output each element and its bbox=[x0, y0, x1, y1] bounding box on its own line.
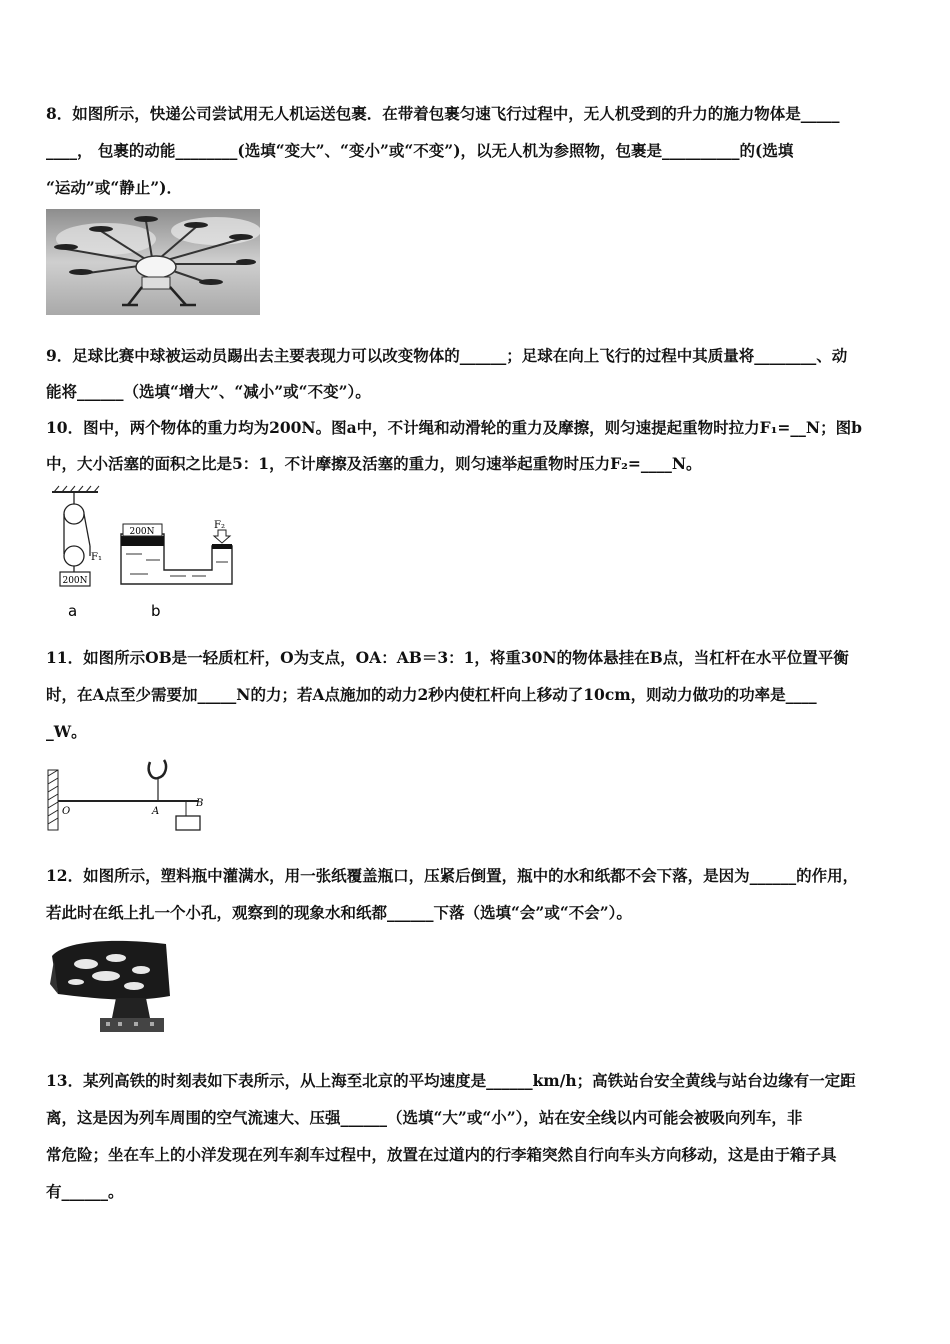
figure-label-a: a bbox=[68, 602, 78, 620]
q8-line-2: ____， 包裹的动能________(选填“变大”、“变小”或“不变”)，以无人机为参照物，包裹是__________的(选填 bbox=[46, 141, 794, 160]
q8-line-3: “运动”或“静止”)． bbox=[46, 178, 182, 197]
point-b-label: B bbox=[196, 798, 204, 809]
point-a-label: A bbox=[152, 806, 160, 817]
q11-line-3: _W。 bbox=[46, 722, 87, 741]
q11-line-2: 时，在A点至少需要加_____N的力；若A点施加的动力2秒内使杠杆向上移动了10cm，则动力做功的功率是____ bbox=[46, 685, 817, 704]
pulley-hydraulic-figure bbox=[46, 484, 246, 624]
q11-line-1: 11．如图所示OB是一轻质杠杆，O为支点，OA：AB＝3：1，将重30N的物体悬挂在B点，当杠杆在水平位置平衡 bbox=[46, 648, 849, 667]
q8-line-1: 8．如图所示，快递公司尝试用无人机运送包裹．在带着包裹匀速飞行过程中，无人机受到的升力的施力物体是_____ bbox=[46, 104, 840, 123]
force-label-b: F₂ bbox=[214, 520, 225, 531]
q13-line-3: 常危险；坐在车上的小洋发现在列车刹车过程中，放置在过道内的行李箱突然自行向车头方向移动，这是由于箱子具 bbox=[46, 1145, 837, 1164]
q9-line-2: 能将______（选填“增大”、“减小”或“不变”）。 bbox=[46, 382, 371, 401]
q10-line-1: 10．图中，两个物体的重力均为200N。图a中，不计绳和动滑轮的重力及摩擦，则匀速提起重物时拉力F₁=__N；图b bbox=[46, 418, 862, 437]
q13-line-4: 有______。 bbox=[46, 1182, 124, 1201]
lever-figure bbox=[46, 756, 216, 834]
drone-photo bbox=[46, 209, 260, 315]
point-o-label: O bbox=[62, 806, 71, 817]
force-label-a: F₁ bbox=[91, 552, 102, 563]
hydraulic-diagram bbox=[121, 520, 232, 620]
q13-line-2: 离，这是因为列车周围的空气流速大、压强______（选填“大”或“小”），站在安全线以内可能会被吸向列车，非 bbox=[46, 1108, 803, 1127]
q9-line-1: 9．足球比赛中球被运动员踢出去主要表现力可以改变物体的______；足球在向上飞行的过程中其质量将________、动 bbox=[46, 346, 848, 365]
q10-line-2: 中，大小活塞的面积之比是5：1，不计摩擦及活塞的重力，则匀速举起重物时压力F₂=____N。 bbox=[46, 454, 702, 473]
figure-label-b: b bbox=[151, 602, 161, 620]
q12-line-2: 若此时在纸上扎一个小孔，观察到的现象水和纸都______下落（选填“会”或“不会”）。 bbox=[46, 903, 632, 922]
q12-line-1: 12．如图所示，塑料瓶中灌满水，用一张纸覆盖瓶口，压紧后倒置，瓶中的水和纸都不会下落，是因为______的作用， bbox=[46, 866, 859, 885]
weight-label-a: 200N bbox=[62, 576, 88, 586]
bottle-photo bbox=[46, 936, 176, 1036]
q13-line-1: 13．某列高铁的时刻表如下表所示，从上海至北京的平均速度是______km/h；高铁站台安全黄线与站台边缘有一定距 bbox=[46, 1071, 856, 1090]
weight-label-b: 200N bbox=[129, 527, 155, 537]
